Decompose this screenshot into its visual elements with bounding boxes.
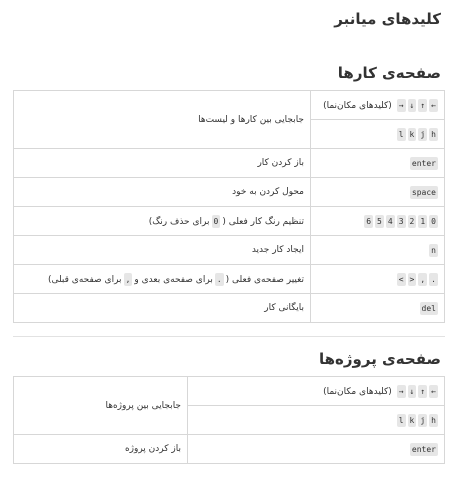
- table-row: [14, 91, 445, 120]
- table-row: [14, 435, 445, 464]
- nav-description: جابجایی بین پروژه‌ها: [14, 377, 188, 435]
- key-enter: enter: [411, 444, 436, 454]
- table-row: [14, 149, 445, 178]
- nav-description: جابجایی بین کارها و لیست‌ها: [14, 91, 311, 149]
- key-j: j: [420, 415, 426, 425]
- key-1: 1: [420, 216, 426, 226]
- page-title: کلیدهای میانبر: [334, 10, 441, 28]
- key-l: l: [398, 415, 404, 425]
- key-5: 5: [377, 216, 382, 226]
- key-cell: [311, 236, 445, 265]
- key-cell: [311, 265, 445, 294]
- key-cell: [188, 406, 445, 435]
- key-down-arrow: ↓: [409, 100, 415, 110]
- table-row: [14, 377, 445, 406]
- key-period: .: [431, 274, 436, 284]
- key-4: 4: [387, 216, 393, 226]
- key-del: del: [421, 303, 436, 313]
- key-h: h: [431, 415, 436, 425]
- inline-key-0: 0: [213, 216, 219, 226]
- key-3: 3: [398, 216, 404, 226]
- key-up-arrow: ↑: [420, 100, 426, 110]
- key-enter: enter: [411, 158, 436, 168]
- color-description: [14, 207, 311, 236]
- key-right-arrow: →: [398, 100, 404, 110]
- table-row: [14, 178, 445, 207]
- key-cell: [311, 207, 445, 236]
- key-right-arrow: →: [398, 386, 404, 396]
- key-greater: >: [409, 274, 415, 284]
- key-cell: [188, 435, 445, 464]
- new-task-description: ایجاد کار جدید: [14, 236, 311, 265]
- projects-section-title: صفحه‌ی پروژه‌ها: [319, 350, 441, 368]
- paging-description-text: برای صفحه‌ی بعدی و: [134, 274, 213, 285]
- key-cell: [311, 178, 445, 207]
- inline-key-period: .: [216, 274, 222, 284]
- key-6: 6: [366, 216, 372, 226]
- paging-description: [14, 265, 311, 294]
- key-left-arrow: ←: [431, 386, 436, 396]
- table-row: [14, 294, 445, 323]
- key-cell: [311, 91, 445, 120]
- key-k: k: [409, 415, 415, 425]
- tasks-shortcuts-table: [13, 90, 445, 323]
- section-divider: [13, 336, 445, 337]
- key-space: space: [411, 187, 436, 197]
- paging-description-text: برای صفحه‌ی قبلی): [47, 274, 122, 285]
- tasks-section-title: صفحه‌ی کارها: [337, 64, 441, 82]
- key-j: j: [420, 129, 426, 139]
- key-cell: [311, 149, 445, 178]
- key-l: l: [398, 129, 404, 139]
- table-row: [14, 236, 445, 265]
- color-description-text: برای حذف رنگ): [148, 216, 210, 227]
- key-comma: ,: [420, 274, 426, 284]
- key-up-arrow: ↑: [420, 386, 426, 396]
- key-down-arrow: ↓: [409, 386, 415, 396]
- key-cell: [188, 377, 445, 406]
- paging-description-text: تغییر صفحه‌ی فعلی (: [225, 274, 304, 285]
- key-less: <: [398, 274, 404, 284]
- key-n: n: [431, 245, 436, 255]
- key-k: k: [409, 129, 415, 139]
- key-cell: [311, 294, 445, 323]
- key-h: h: [431, 129, 436, 139]
- arrow-keys-note: (کلیدهای مکان‌نما): [323, 386, 392, 397]
- open-project-description: باز کردن پروژه: [14, 435, 188, 464]
- open-task-description: باز کردن کار: [14, 149, 311, 178]
- key-cell: [311, 120, 445, 149]
- key-2: 2: [409, 216, 415, 226]
- archive-description: بایگانی کار: [14, 294, 311, 323]
- inline-key-comma: ,: [125, 274, 131, 284]
- projects-shortcuts-table: [13, 376, 445, 464]
- assign-description: محول کردن به خود: [14, 178, 311, 207]
- color-description-text: تنظیم رنگ کار فعلی (: [222, 216, 304, 227]
- table-row: [14, 207, 445, 236]
- key-0: 0: [431, 216, 436, 226]
- arrow-keys-note: (کلیدهای مکان‌نما): [323, 100, 392, 111]
- key-left-arrow: ←: [431, 100, 436, 110]
- table-row: [14, 265, 445, 294]
